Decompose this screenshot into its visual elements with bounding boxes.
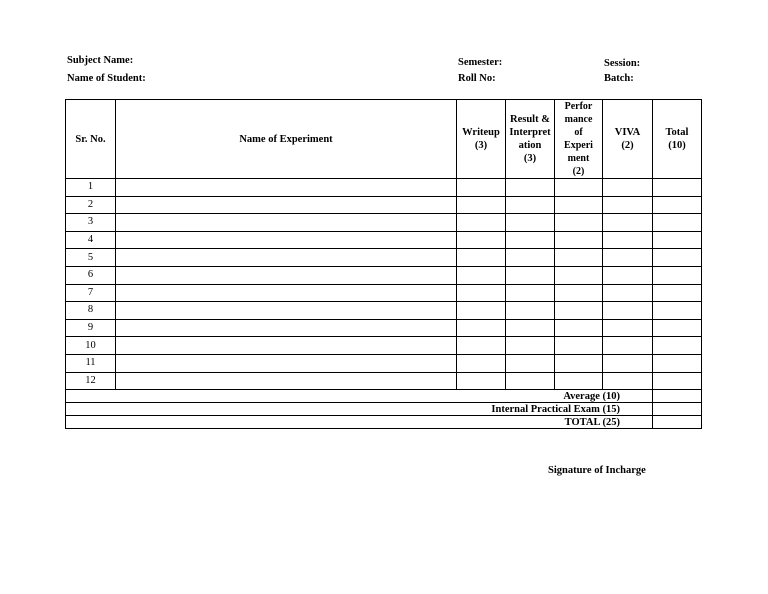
performance-cell[interactable]: [555, 337, 603, 355]
experiment-name-header: Name of Experiment: [116, 100, 457, 179]
viva-cell[interactable]: [603, 284, 653, 302]
performance-cell[interactable]: [555, 231, 603, 249]
average-label: Average (10): [66, 390, 653, 403]
result-cell[interactable]: [506, 196, 555, 214]
sr-no-cell: 8: [66, 302, 116, 320]
sr-no-cell: 2: [66, 196, 116, 214]
internal-exam-row: [66, 403, 702, 416]
performance-cell[interactable]: [555, 179, 603, 197]
sr-no-cell: 10: [66, 337, 116, 355]
total-cell[interactable]: [653, 179, 702, 197]
result-cell[interactable]: [506, 249, 555, 267]
writeup-cell[interactable]: [457, 196, 506, 214]
total-cell[interactable]: [653, 337, 702, 355]
result-cell[interactable]: [506, 372, 555, 390]
writeup-cell[interactable]: [457, 337, 506, 355]
table-row: [66, 319, 702, 337]
sr-no-cell: 3: [66, 214, 116, 232]
performance-cell[interactable]: [555, 249, 603, 267]
viva-header: VIVA (2): [603, 100, 653, 179]
experiment-name-cell[interactable]: [116, 231, 457, 249]
performance-cell[interactable]: [555, 266, 603, 284]
total-cell[interactable]: [653, 302, 702, 320]
table-row: [66, 214, 702, 232]
viva-cell[interactable]: [603, 214, 653, 232]
performance-cell[interactable]: [555, 319, 603, 337]
result-cell[interactable]: [506, 266, 555, 284]
writeup-cell[interactable]: [457, 231, 506, 249]
subject-name-label: Subject Name:: [67, 55, 134, 66]
total-cell[interactable]: [653, 231, 702, 249]
performance-cell[interactable]: [555, 196, 603, 214]
viva-cell[interactable]: [603, 249, 653, 267]
experiment-name-cell[interactable]: [116, 284, 457, 302]
total-cell[interactable]: [653, 196, 702, 214]
viva-cell[interactable]: [603, 196, 653, 214]
table-row: [66, 179, 702, 197]
total-cell[interactable]: [653, 372, 702, 390]
viva-cell[interactable]: [603, 231, 653, 249]
experiment-name-cell[interactable]: [116, 266, 457, 284]
average-row: [66, 390, 702, 403]
sr-no-cell: 6: [66, 266, 116, 284]
writeup-cell[interactable]: [457, 179, 506, 197]
performance-cell[interactable]: [555, 372, 603, 390]
table-row: [66, 372, 702, 390]
experiment-name-cell[interactable]: [116, 249, 457, 267]
grand-total-row: [66, 416, 702, 429]
semester-label: Semester:: [458, 57, 503, 68]
internal-exam-value-cell[interactable]: [653, 403, 702, 416]
signature-label: Signature of Incharge: [548, 465, 646, 476]
table-row: [66, 196, 702, 214]
experiment-name-cell[interactable]: [116, 337, 457, 355]
experiment-name-cell[interactable]: [116, 302, 457, 320]
experiment-name-cell[interactable]: [116, 372, 457, 390]
performance-header: Perfor mance of Experi ment (2): [555, 100, 603, 179]
table-row: [66, 284, 702, 302]
session-label: Session:: [604, 58, 641, 69]
result-cell[interactable]: [506, 284, 555, 302]
experiment-name-cell[interactable]: [116, 179, 457, 197]
experiment-name-cell[interactable]: [116, 354, 457, 372]
table-header-row: [66, 100, 702, 179]
sr-no-header: Sr. No.: [66, 100, 116, 179]
total-header: Total (10): [653, 100, 702, 179]
result-interpretation-header: Result & Interpret ation (3): [506, 100, 555, 179]
writeup-cell[interactable]: [457, 319, 506, 337]
result-cell[interactable]: [506, 302, 555, 320]
viva-cell[interactable]: [603, 266, 653, 284]
writeup-cell[interactable]: [457, 266, 506, 284]
result-cell[interactable]: [506, 337, 555, 355]
student-name-label: Name of Student:: [67, 73, 146, 84]
table-row: [66, 302, 702, 320]
sr-no-cell: 1: [66, 179, 116, 197]
result-cell[interactable]: [506, 231, 555, 249]
table-row: [66, 231, 702, 249]
total-cell[interactable]: [653, 266, 702, 284]
experiment-name-cell[interactable]: [116, 214, 457, 232]
performance-cell[interactable]: [555, 284, 603, 302]
experiment-marks-table: [65, 99, 702, 429]
sr-no-cell: 5: [66, 249, 116, 267]
total-cell[interactable]: [653, 354, 702, 372]
viva-cell[interactable]: [603, 337, 653, 355]
writeup-cell[interactable]: [457, 302, 506, 320]
result-cell[interactable]: [506, 179, 555, 197]
table-row: [66, 354, 702, 372]
roll-no-label: Roll No:: [458, 73, 496, 84]
grand-total-label: TOTAL (25): [66, 416, 653, 429]
writeup-cell[interactable]: [457, 372, 506, 390]
performance-cell[interactable]: [555, 214, 603, 232]
sr-no-cell: 11: [66, 354, 116, 372]
writeup-cell[interactable]: [457, 284, 506, 302]
viva-cell[interactable]: [603, 354, 653, 372]
experiment-name-cell[interactable]: [116, 196, 457, 214]
viva-cell[interactable]: [603, 302, 653, 320]
writeup-cell[interactable]: [457, 354, 506, 372]
table-row: [66, 249, 702, 267]
viva-cell[interactable]: [603, 179, 653, 197]
total-cell[interactable]: [653, 214, 702, 232]
batch-label: Batch:: [604, 73, 634, 84]
total-cell[interactable]: [653, 319, 702, 337]
total-cell[interactable]: [653, 249, 702, 267]
sr-no-cell: 9: [66, 319, 116, 337]
result-cell[interactable]: [506, 214, 555, 232]
writeup-cell[interactable]: [457, 249, 506, 267]
performance-cell[interactable]: [555, 354, 603, 372]
performance-cell[interactable]: [555, 302, 603, 320]
viva-cell[interactable]: [603, 319, 653, 337]
sr-no-cell: 12: [66, 372, 116, 390]
table-row: [66, 266, 702, 284]
sr-no-cell: 7: [66, 284, 116, 302]
average-value-cell[interactable]: [653, 390, 702, 403]
total-cell[interactable]: [653, 284, 702, 302]
grand-total-value-cell[interactable]: [653, 416, 702, 429]
table-row: [66, 337, 702, 355]
writeup-cell[interactable]: [457, 214, 506, 232]
result-cell[interactable]: [506, 319, 555, 337]
experiment-name-cell[interactable]: [116, 319, 457, 337]
internal-exam-label: Internal Practical Exam (15): [66, 403, 653, 416]
viva-cell[interactable]: [603, 372, 653, 390]
sr-no-cell: 4: [66, 231, 116, 249]
writeup-header: Writeup (3): [457, 100, 506, 179]
result-cell[interactable]: [506, 354, 555, 372]
